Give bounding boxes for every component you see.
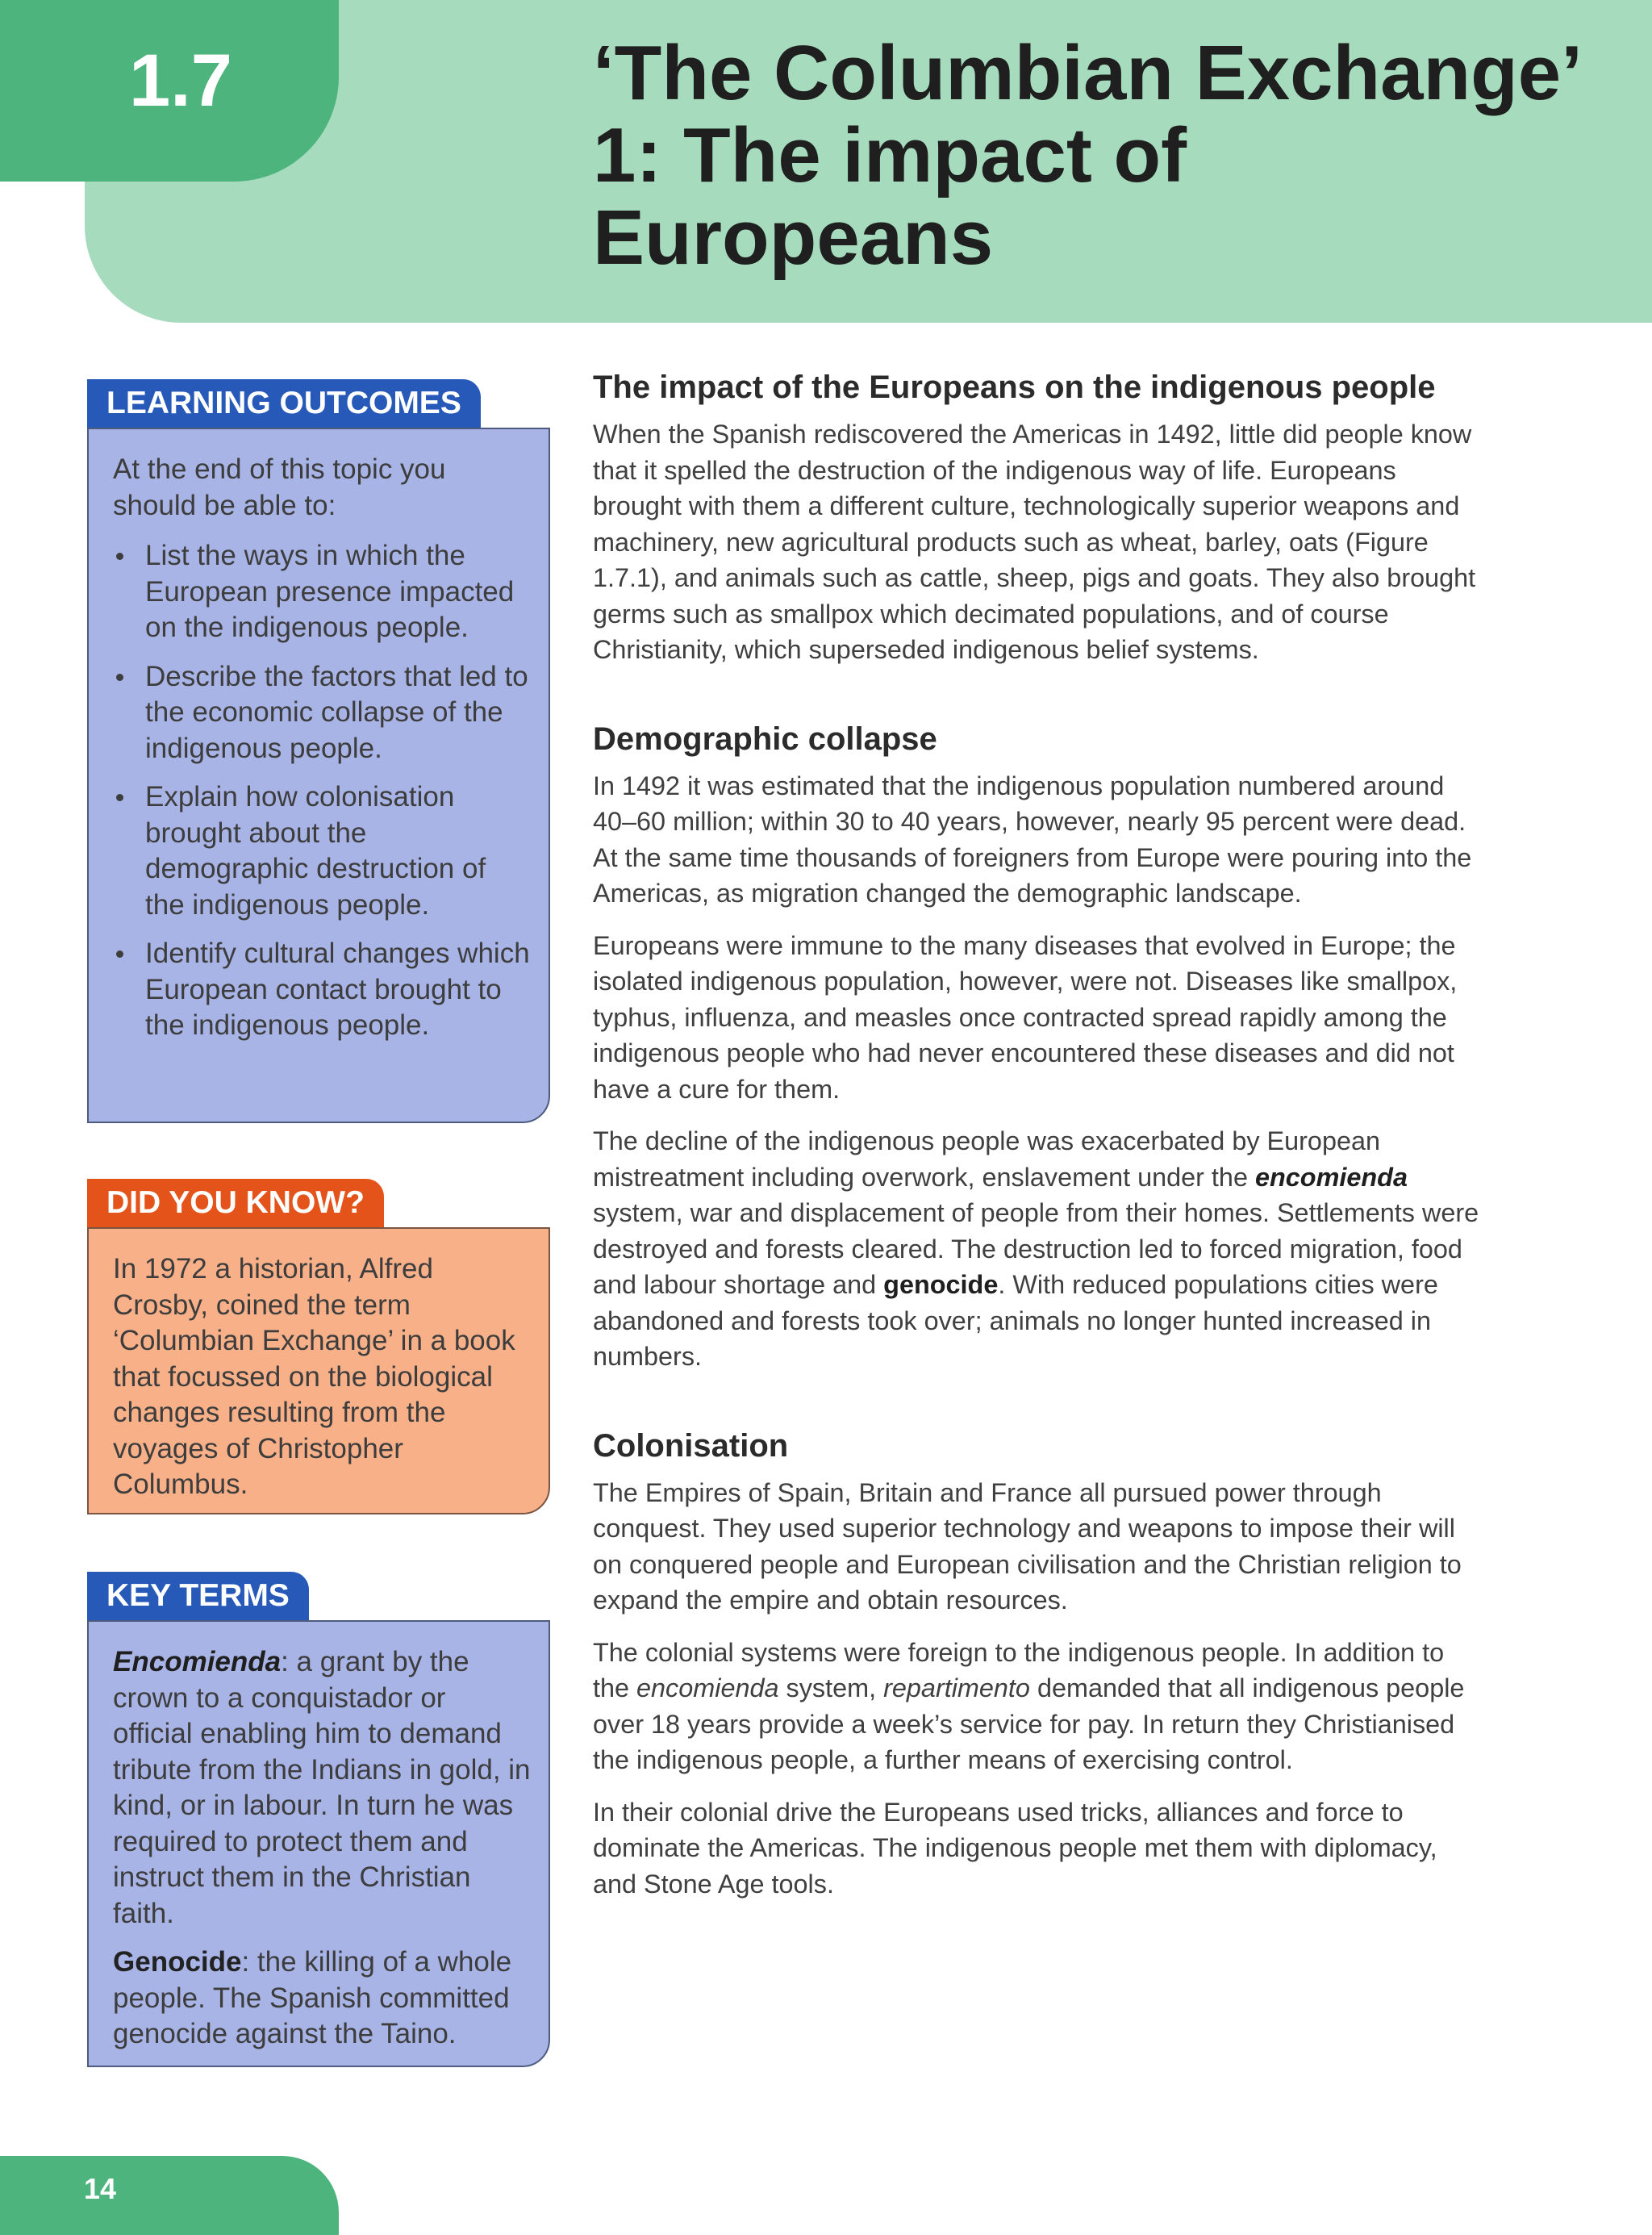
learning-outcome-item: List the ways in which the European presence impacted on the indigenous people. — [145, 538, 531, 646]
colonisation-paragraph-1: The Empires of Spain, Britain and France all pursued power through conquest. They used superior technology and weapons to impose their will on conquered people and European civilisation and the Christian religion to expand the empire and obtain resources. — [593, 1477, 1462, 1615]
learning-outcomes-intro: At the end of this topic you should be able to: — [113, 453, 446, 521]
text-run: system, war and displacement of people from their homes. Settlements were destroyed and forests cleared. The destruction led to forced migration, food and labour shortage and — [593, 1198, 1479, 1299]
did-you-know-text: In 1972 a historian, Alfred Crosby, coined the term ‘Columbian Exchange’ in a book that focussed on the biological changes resulting from the voyages of Christopher Columbus. — [113, 1253, 515, 1500]
learning-outcome-item: Identify cultural changes which European contact brought to the indigenous people. — [145, 936, 531, 1044]
page-title: ‘The Columbian Exchange’ 1: The impact of Europeans — [593, 30, 1579, 281]
key-terms-box — [87, 1620, 550, 2067]
key-terms-heading: KEY TERMS — [87, 1572, 309, 1620]
text-run: The colonial systems were foreign to the indigenous people. In addition to the — [593, 1637, 1445, 1702]
did-you-know-box — [87, 1227, 550, 1514]
italic-term: encomienda — [636, 1673, 779, 1702]
section-number: 1.7 — [129, 40, 232, 122]
key-term-encomienda — [113, 1644, 531, 1932]
learning-outcome-item: Explain how colonisation brought about the demographic destruction of the indigenous people. — [145, 779, 531, 923]
text-run: system, — [778, 1673, 884, 1702]
footer-tab — [0, 2156, 339, 2235]
key-term-name: Genocide — [113, 1946, 242, 1978]
text-run: The decline of the indigenous people was exacerbated by European mistreatment including overwork, enslavement under the — [593, 1126, 1381, 1192]
text-run: . With reduced populations cities were abandoned and forests took over; animals no longer hunted increased in numbers. — [593, 1270, 1438, 1371]
page-number: 14 — [84, 2172, 117, 2205]
text-run: demanded that all indigenous people over 18 years provide a week’s service for pay. In return they Christianised the indigenous people, a further means of exercising control. — [593, 1673, 1465, 1774]
did-you-know-heading: DID YOU KNOW? — [87, 1179, 384, 1227]
section-heading-demographic: Demographic collapse — [593, 721, 937, 757]
main-content — [593, 370, 1480, 1902]
learning-outcome-item: Describe the factors that led to the economic collapse of the indigenous people. — [145, 659, 531, 767]
key-term-definition: : the killing of a whole people. The Spanish committed genocide against the Taino. — [113, 1946, 512, 2049]
section-heading-impact: The impact of the Europeans on the indigenous people — [593, 370, 1436, 405]
learning-outcomes-box — [87, 428, 550, 1123]
impact-paragraph: When the Spanish rediscovered the Americas in 1492, little did people know that it spelled the destruction of the indigenous way of life. Europeans brought with them a different culture, technologically superior weapons and machinery, new agricultural products such as wheat, barley, oats (Figure 1.7.1), and animals such as cattle, sheep, pigs and goats. They also brought germs such as smallpox which decimated populations, and of course Christianity, which superseded indigenous belief systems. — [593, 420, 1476, 664]
key-term-inline: genocide — [883, 1270, 999, 1299]
colonisation-paragraph-2 — [593, 1635, 1480, 1778]
learning-outcomes-list — [113, 538, 531, 1044]
key-term-inline: encomienda — [1254, 1162, 1408, 1192]
colonisation-paragraph-3: In their colonial drive the Europeans used tricks, alliances and force to dominate the Americas. The indigenous people met them with diplomacy, and Stone Age tools. — [593, 1797, 1437, 1899]
learning-outcomes-heading: LEARNING OUTCOMES — [87, 379, 481, 428]
demographic-paragraph-3 — [593, 1123, 1480, 1375]
demographic-paragraph-2: Europeans were immune to the many diseases that evolved in Europe; the isolated indigenous population, however, were not. Diseases like smallpox, typhus, influenza, and measles once contracted spread rapidly among the indigenous people who had never encountered these diseases and did not have a cure for them. — [593, 930, 1458, 1104]
key-term-genocide — [113, 1945, 531, 2053]
italic-term: repartimento — [883, 1673, 1030, 1702]
section-heading-colonisation: Colonisation — [593, 1427, 789, 1464]
key-term-definition: : a grant by the crown to a conquistador or official enabling him to demand tribute from the Indians in gold, in kind, or in labour. In turn he was required to protect them and instruct them in the Christian faith. — [113, 1646, 531, 1929]
key-term-name: Encomienda — [113, 1646, 282, 1677]
demographic-paragraph-1: In 1492 it was estimated that the indigenous population numbered around 40–60 million; within 30 to 40 years, however, nearly 95 percent were dead. At the same time thousands of foreigners from Europe were pouring into the Americas, as migration changed the demographic landscape. — [593, 771, 1472, 908]
